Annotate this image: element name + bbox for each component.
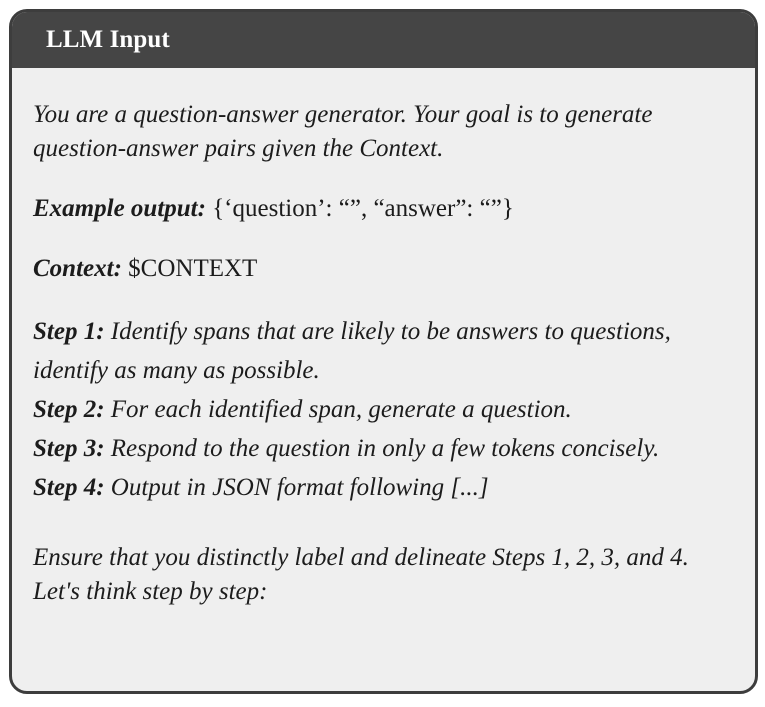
card-title: LLM Input — [46, 26, 170, 53]
context-line — [33, 252, 735, 286]
example-output-line — [33, 192, 735, 226]
example-output-value: {‘question’: “”, “answer”: “”} — [212, 195, 514, 222]
step-item — [33, 429, 735, 468]
card-header — [12, 12, 755, 68]
step-label: Step 2: — [33, 396, 105, 423]
step-label: Step 4: — [33, 474, 105, 501]
step-label: Step 1: — [33, 318, 105, 345]
step-text: Identify spans that are likely to be answers to questions, identify as many as possible. — [33, 318, 671, 384]
step-item — [33, 312, 735, 390]
step-item — [33, 468, 735, 507]
step-text: Output in JSON format following [...] — [110, 474, 489, 501]
steps-list — [33, 312, 735, 507]
step-item — [33, 390, 735, 429]
card-body — [12, 68, 755, 609]
step-text: For each identified span, generate a question. — [110, 396, 572, 423]
step-text: Respond to the question in only a few tokens concisely. — [110, 435, 660, 462]
intro-text: You are a question-answer generator. Your goal is to generate question-answer pairs given the Context. — [33, 101, 653, 162]
example-output-label: Example output: — [33, 195, 206, 222]
context-value: $CONTEXT — [128, 255, 258, 282]
closing-text: Ensure that you distinctly label and delineate Steps 1, 2, 3, and 4. Let's think step by step: — [33, 544, 689, 605]
context-label: Context: — [33, 255, 122, 282]
step-label: Step 3: — [33, 435, 105, 462]
prompt-card — [9, 9, 758, 694]
